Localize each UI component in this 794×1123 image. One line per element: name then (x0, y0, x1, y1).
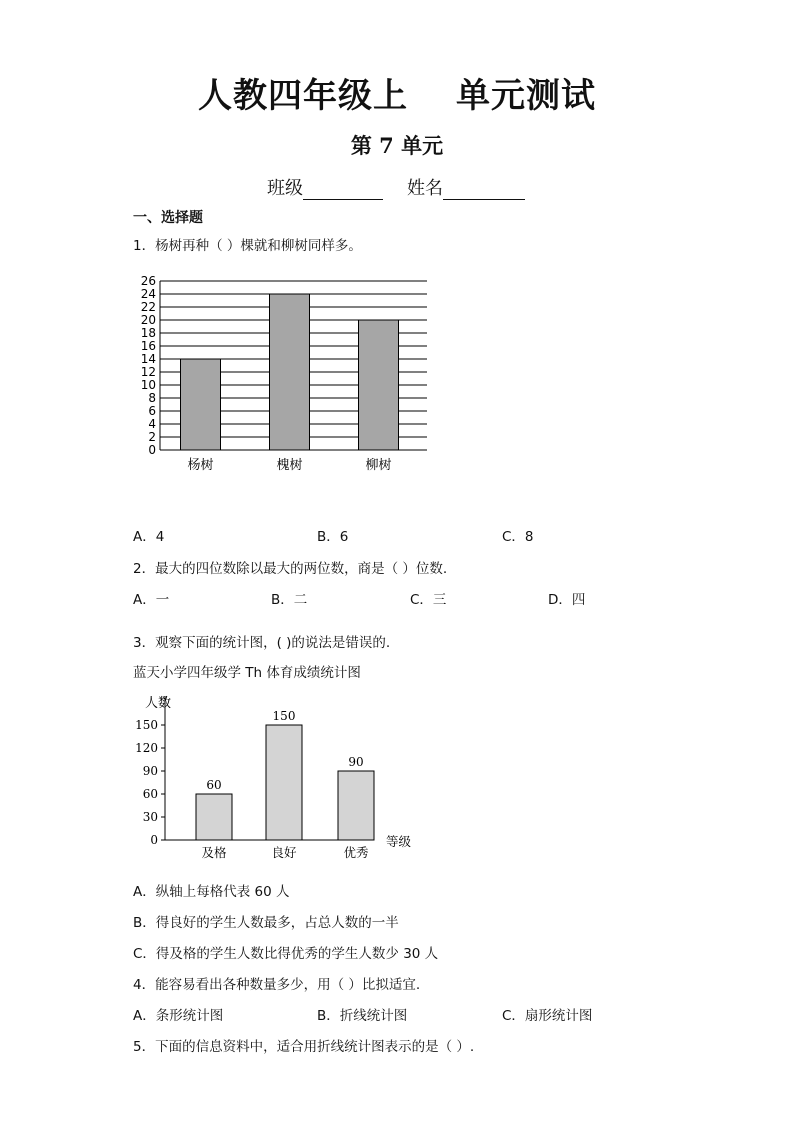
y-tick-label: 90 (142, 764, 158, 778)
section-heading: 一、选择题 (133, 210, 203, 226)
bar-及格 (196, 794, 232, 840)
q1-option-c[interactable]: C．8 (502, 529, 534, 545)
q4-option-c[interactable]: C．扇形统计图 (502, 1008, 593, 1024)
question-3-text: 3．观察下面的统计图，( )的说法是错误的. (133, 635, 391, 651)
y-tick-label: 150 (135, 718, 158, 732)
name-label: 姓名 (407, 178, 443, 199)
x-tick-label: 槐树 (276, 458, 303, 473)
y-tick-label: 12 (140, 365, 156, 379)
x-tick-label: 柳树 (365, 458, 392, 473)
class-label: 班级 (267, 178, 303, 199)
x-tick-label: 及格 (201, 845, 227, 860)
y-tick-label: 14 (140, 352, 156, 366)
x-tick-label: 优秀 (343, 845, 369, 860)
bar-柳树 (359, 320, 399, 450)
x-tick-label: 良好 (271, 845, 297, 860)
class-blank[interactable] (303, 181, 383, 200)
chart-1 (135, 270, 435, 480)
y-tick-label: 10 (140, 378, 156, 392)
data-label: 60 (206, 778, 222, 792)
y-tick-label: 20 (140, 313, 156, 327)
data-label: 150 (272, 709, 296, 723)
q4-option-a[interactable]: A．条形统计图 (133, 1008, 224, 1024)
x-tick-label: 杨树 (187, 458, 214, 473)
name-blank[interactable] (443, 181, 525, 200)
chart-2 (125, 690, 425, 865)
question-2-text: 2．最大的四位数除以最大的两位数，商是（ ）位数. (133, 561, 448, 577)
bar-杨树 (181, 359, 221, 450)
y-axis-label: 人数 (145, 696, 172, 711)
q4-option-b[interactable]: B．折线统计图 (317, 1008, 408, 1024)
y-tick-label: 18 (140, 326, 156, 340)
q1-option-a[interactable]: A．4 (133, 529, 165, 545)
unit-title: 第 7 单元 (350, 133, 444, 158)
question-1-text: 1．杨树再种（ ）棵就和柳树同样多。 (133, 238, 362, 254)
q1-option-b[interactable]: B．6 (317, 529, 349, 545)
q3-option-a[interactable]: A．纵轴上每格代表 60 人 (133, 884, 290, 900)
y-tick-label: 4 (148, 417, 156, 431)
x-axis-label: 等级 (386, 834, 412, 849)
y-tick-label: 120 (135, 741, 158, 755)
chart-2-title: 蓝天小学四年级学 Th 体育成绩统计图 (133, 665, 361, 681)
y-tick-label: 60 (142, 787, 158, 801)
title-left: 人教四年级上 (198, 76, 408, 116)
y-tick-label: 24 (140, 287, 156, 301)
q3-option-b[interactable]: B．得良好的学生人数最多，占总人数的一半 (133, 915, 399, 931)
question-5-text: 5．下面的信息资料中，适合用折线统计图表示的是（ ）. (133, 1039, 475, 1055)
page-title (0, 68, 794, 117)
q2-option-a[interactable]: A．一 (133, 592, 170, 608)
title-right: 单元测试 (456, 76, 596, 116)
bar-槐树 (270, 294, 310, 450)
y-tick-label: 30 (142, 810, 158, 824)
q2-option-c[interactable]: C．三 (410, 592, 447, 608)
bar-良好 (266, 725, 302, 840)
data-label: 90 (348, 755, 364, 769)
q3-option-c[interactable]: C．得及格的学生人数比得优秀的学生人数少 30 人 (133, 946, 439, 962)
q2-option-d[interactable]: D．四 (548, 592, 586, 608)
y-tick-label: 8 (148, 391, 156, 405)
y-tick-label: 22 (140, 300, 156, 314)
y-tick-label: 26 (140, 274, 156, 288)
y-tick-label: 0 (148, 443, 156, 457)
y-tick-label: 2 (148, 430, 156, 444)
class-field[interactable] (267, 174, 383, 200)
q2-option-b[interactable]: B．二 (271, 592, 308, 608)
y-tick-label: 16 (140, 339, 156, 353)
name-field[interactable] (407, 174, 525, 200)
question-4-text: 4．能容易看出各种数量多少，用（ ）比拟适宜. (133, 977, 421, 993)
y-tick-label: 0 (150, 833, 158, 847)
y-tick-label: 6 (148, 404, 156, 418)
bar-优秀 (338, 771, 374, 840)
